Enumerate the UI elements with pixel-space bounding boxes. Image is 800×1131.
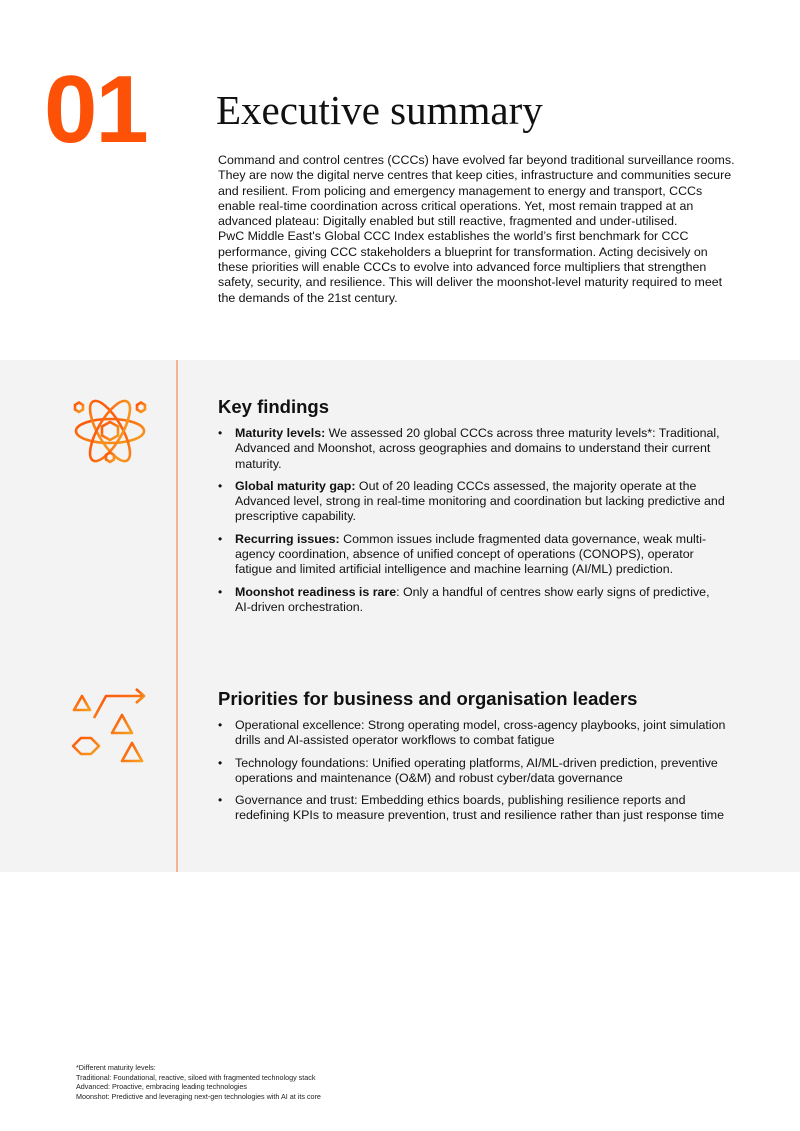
finding-term: Recurring issues: xyxy=(235,531,340,546)
finding-term: Maturity levels: xyxy=(235,426,326,440)
list-item xyxy=(218,585,728,616)
intro-paragraph: Command and control centres (CCCs) have evolved far beyond traditional surveillance rooms. They are now the digital nerve centres that keep cities, infrastructure and communities secure and resilient. From policing and emergency management to energy and transport, CCCs enable real-time coordination across critical operations. Yet, most remain trapped at an advanced plateau: Digitally enabled but still reactive, fragmented and under-utilised. xyxy=(218,153,735,229)
list-item: • Governance and trust: Embedding ethics boards, publishing resilience reports and redefining KPIs to measure prevention, trust and resilience rather than just response time xyxy=(218,793,728,824)
finding-text: We assessed 20 global CCCs across three maturity levels*: Traditional, Advanced and Moonshot, across geographies and domains to understand their current maturity. xyxy=(235,426,720,471)
intro-text xyxy=(218,153,738,306)
list-item: • Technology foundations: Unified operating platforms, AI/ML-driven prediction, preventive operations and maintenance (O&M) and robust cyber/data governance xyxy=(218,756,728,787)
finding-text: Out of 20 leading CCCs assessed, the majority operate at the Advanced level, strong in real-time monitoring and coordination but lacking predictive and prescriptive capability. xyxy=(235,478,725,524)
list-item xyxy=(218,426,728,472)
panel-divider xyxy=(176,360,178,872)
key-findings-section xyxy=(218,396,728,622)
priorities-list xyxy=(218,718,728,824)
page-title: Executive summary xyxy=(216,87,543,133)
list-item xyxy=(218,479,728,525)
priorities-section xyxy=(218,688,728,831)
finding-term: Moonshot readiness is rare xyxy=(235,584,397,599)
footnote-line: Advanced: Proactive, embracing leading technologies xyxy=(76,1082,248,1092)
list-item: • Operational excellence: Strong operating model, cross-agency playbooks, joint simulation drills and AI-assisted operator workflows to combat fatigue xyxy=(218,718,728,749)
key-findings-list xyxy=(218,426,728,615)
finding-term: Global maturity gap: xyxy=(235,478,356,493)
footnote xyxy=(76,1063,576,1101)
intro-paragraph: PwC Middle East's Global CCC Index establishes the world’s first benchmark for CCC performance, giving CCC stakeholders a blueprint for transformation. Acting decisively on these priorities will enable CCCs to evolve into advanced force multipliers that strengthen safety, security, and resilience. This will deliver the moonshot-level maturity required to meet the demands of the 21st century. xyxy=(218,229,723,305)
footnote-line: Traditional: Foundational, reactive, siloed with fragmented technology stack xyxy=(76,1072,316,1082)
key-findings-heading: Key findings xyxy=(218,396,330,417)
footnote-line: *Different maturity levels: xyxy=(76,1063,156,1072)
chapter-number: 01 xyxy=(44,56,147,163)
shapes-arrow-icon xyxy=(70,688,150,764)
finding-text: Common issues include fragmented data governance, weak multi-agency coordination, absence of unified concept of operations (CONOPS), operator fatigue and limited artificial intelligence and machine learning (AI/ML) prediction. xyxy=(235,531,707,577)
list-item xyxy=(218,532,728,578)
footnote-line: Moonshot: Predictive and leveraging next-gen technologies with AI at its core xyxy=(76,1091,321,1101)
priorities-heading: Priorities for business and organisation leaders xyxy=(218,688,638,709)
atom-icon xyxy=(70,397,152,465)
finding-text: : Only a handful of centres show early signs of predictive, AI-driven orchestration. xyxy=(235,584,710,614)
